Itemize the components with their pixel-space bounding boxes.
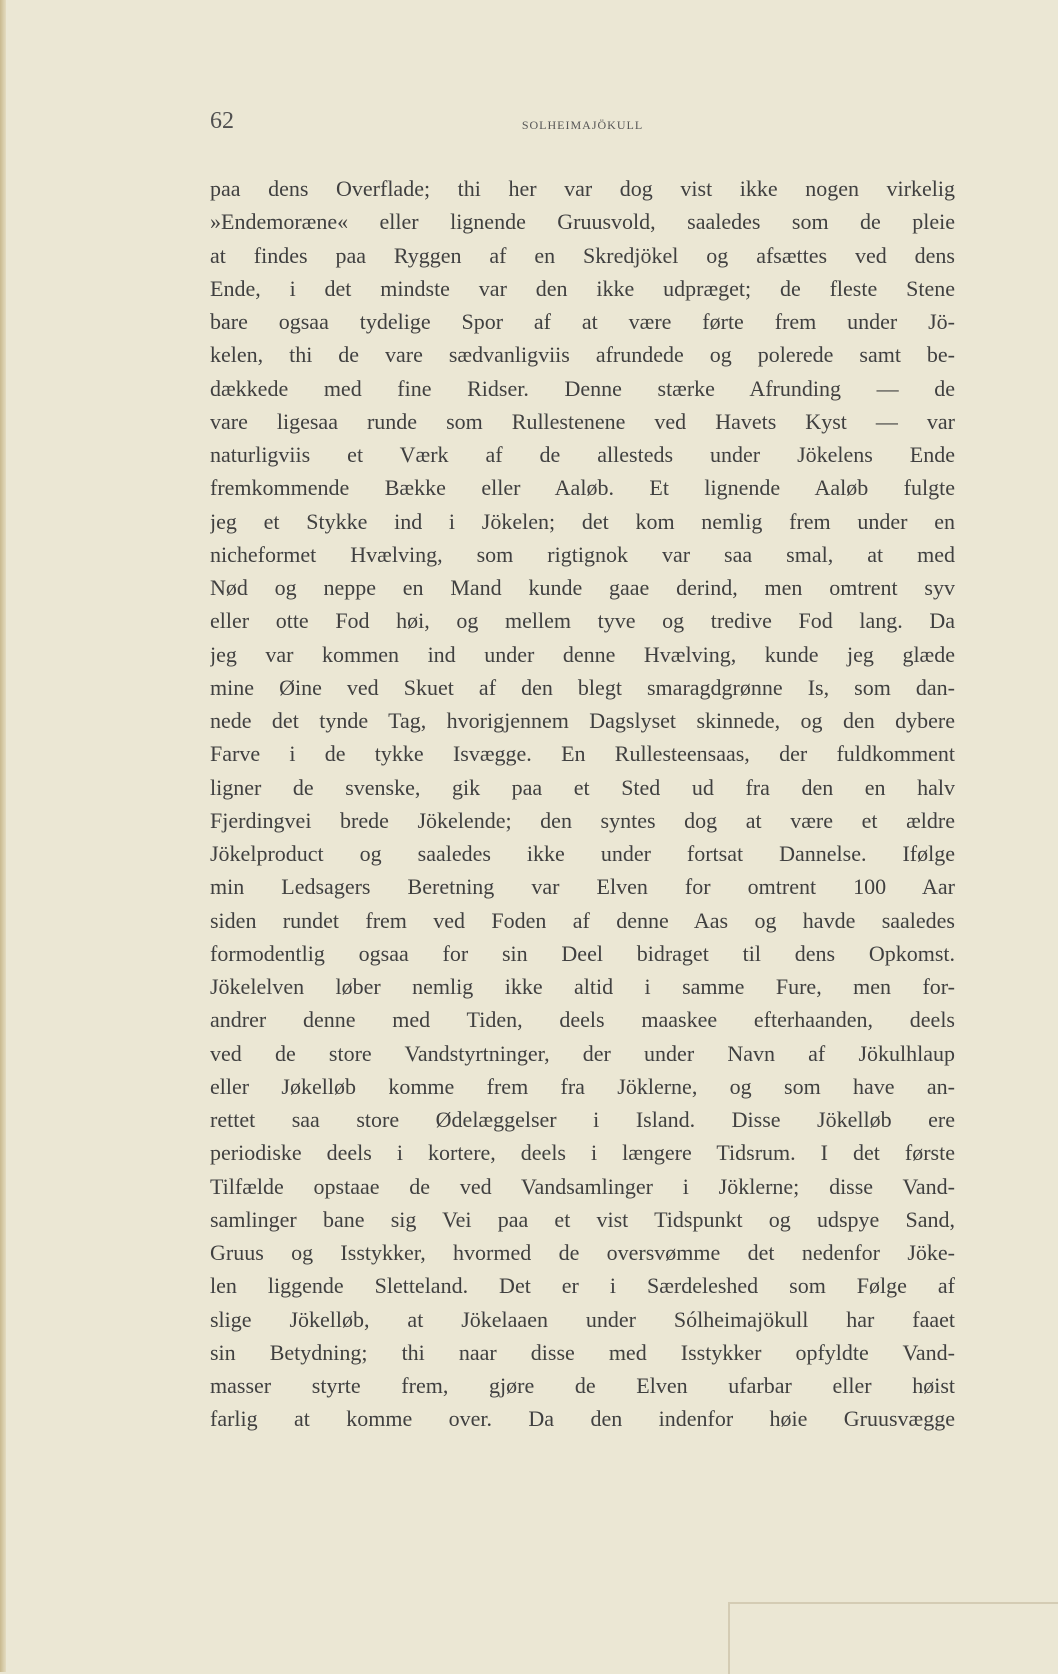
text-line: Jökelproduct og saaledes ikke under fortsat Dannelse. Ifølge	[210, 841, 955, 866]
text-line: Jökelelven løber nemlig ikke altid i samme Fure, men for-	[210, 974, 955, 999]
text-line: kelen, thi de vare sædvanligviis afrundede og polerede samt be-	[210, 342, 955, 368]
text-line: nede det tynde Tag, hvorigjennem Dagslyset skinnede, og den dybere	[210, 708, 955, 733]
text-line: Nød og neppe en Mand kunde gaae derind, men omtrent syv	[210, 575, 955, 600]
body-text	[210, 172, 955, 1436]
text-line: rettet saa store Ødelæggelser i Island. Disse Jökelløb ere	[210, 1107, 955, 1132]
text-line: siden rundet frem ved Foden af denne Aas og havde saaledes	[210, 907, 955, 933]
text-line: farlig at komme over. Da den indenfor høie Gruusvægge	[210, 1406, 955, 1432]
text-line: eller Jøkelløb komme frem fra Jöklerne, og som have an-	[210, 1073, 955, 1099]
text-line: dækkede med fine Ridser. Denne stærke Afrunding — de	[210, 375, 955, 401]
running-title: SOLHEIMAJÖKULL	[521, 118, 644, 132]
text-line: Ende, i det mindste var den ikke udpræget; de fleste Stene	[210, 275, 955, 301]
text-line: eller otte Fod høi, og mellem tyve og tredive Fod lang. Da	[210, 608, 955, 634]
text-line: Tilfælde opstaae de ved Vandsamlinger i Jöklerne; disse Vand-	[210, 1173, 955, 1199]
text-line: ligner de svenske, gik paa et Sted ud fra den en halv	[210, 774, 955, 800]
text-line: sin Betydning; thi naar disse med Isstykker opfyldte Vand-	[210, 1339, 955, 1365]
text-line: Gruus og Isstykker, hvormed de oversvømme det nedenfor Jöke-	[210, 1240, 955, 1265]
page-number: 62	[210, 108, 234, 134]
text-line: Fjerdingvei brede Jökelende; den syntes dog at være et ældre	[210, 807, 955, 833]
text-line: slige Jökelløb, at Jökelaaen under Sólheimajökull har faaet	[210, 1306, 955, 1332]
text-line: periodiske deels i kortere, deels i længere Tidsrum. I det første	[210, 1140, 955, 1166]
text-line: samlinger bane sig Vei paa et vist Tidspunkt og udspye Sand,	[210, 1206, 955, 1232]
text-line: formodentlig ogsaa for sin Deel bidraget til dens Opkomst.	[210, 940, 955, 966]
text-line: bare ogsaa tydelige Spor af at være førte frem under Jö-	[210, 309, 955, 334]
text-line: naturligviis et Værk af de allesteds under Jökelens Ende	[210, 442, 955, 467]
text-line: vare ligesaa runde som Rullestenene ved Havets Kyst — var	[210, 408, 955, 434]
text-line: paa dens Overflade; thi her var dog vist ikke nogen virkelig	[210, 176, 955, 201]
text-line: jeg et Stykke ind i Jökelen; det kom nemlig frem under en	[210, 508, 955, 534]
text-line: at findes paa Ryggen af en Skredjökel og afsættes ved dens	[210, 242, 955, 268]
text-line: mine Øine ved Skuet af den blegt smaragdgrønne Is, som dan-	[210, 674, 955, 700]
text-line: min Ledsagers Beretning var Elven for omtrent 100 Aar	[210, 874, 955, 900]
text-line: masser styrte frem, gjøre de Elven ufarbar eller høist	[210, 1373, 955, 1398]
scan-corner-mark	[728, 1602, 1058, 1674]
text-line: nicheformet Hvælving, som rigtignok var saa smal, at med	[210, 541, 955, 567]
text-line: Farve i de tykke Isvægge. En Rullesteensaas, der fuldkomment	[210, 741, 955, 767]
text-line: »Endemoræne« eller lignende Gruusvold, saaledes som de pleie	[210, 209, 955, 235]
page-header	[210, 108, 955, 148]
text-line: len liggende Sletteland. Det er i Særdeleshed som Følge af	[210, 1273, 955, 1299]
text-line: andrer denne med Tiden, deels maaskee efterhaanden, deels	[210, 1007, 955, 1033]
text-line: ved de store Vandstyrtninger, der under Navn af Jökulhlaup	[210, 1040, 955, 1066]
page-edge	[0, 0, 6, 1672]
text-line: fremkommende Bække eller Aaløb. Et lignende Aaløb fulgte	[210, 475, 955, 501]
text-line: jeg var kommen ind under denne Hvælving, kunde jeg glæde	[210, 641, 955, 667]
